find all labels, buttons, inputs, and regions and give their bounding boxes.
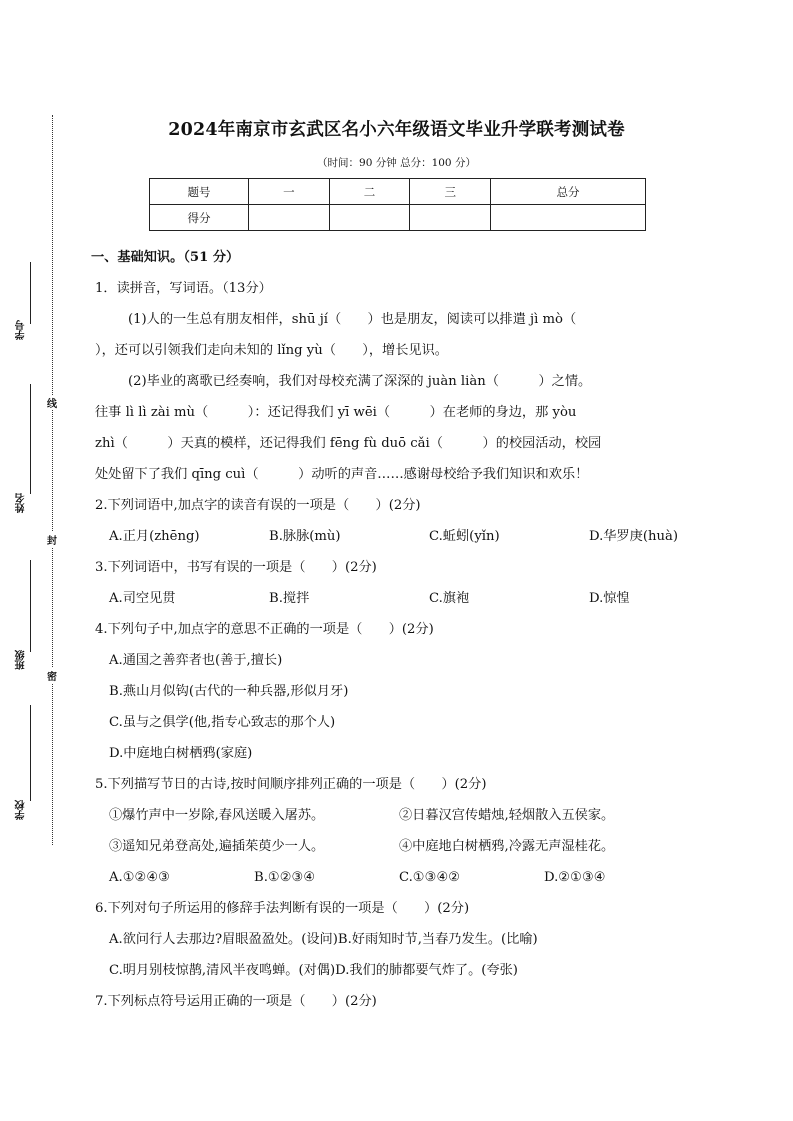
name-fill-line[interactable]	[30, 384, 31, 494]
name-label: 姓名	[16, 493, 27, 513]
student-id-fill-line[interactable]	[30, 262, 31, 324]
option-c[interactable]: C.①③④②	[399, 870, 461, 885]
binding-word-mi: 密	[46, 668, 58, 683]
question-6: 6.下列对句子所运用的修辞手法判断有误的一项是（ ）(2分)	[95, 901, 470, 916]
question-2: 2.下列词语中,加点字的读音有误的一项是（ ）(2分)	[95, 498, 421, 513]
binding-word-feng: 封	[46, 532, 58, 547]
question-5-poems-row-2	[95, 831, 705, 862]
score-header-cell: 总分	[491, 179, 646, 205]
binding-word-xian: 线	[46, 395, 58, 410]
option-a[interactable]: A.正月(zhēng)	[109, 529, 200, 544]
question-7: 7.下列标点符号运用正确的一项是（ ）(2分)	[95, 994, 377, 1009]
exam-title: 2024年南京市玄武区名小六年级语文毕业升学联考测试卷	[168, 120, 625, 140]
option-d[interactable]: D.惊惶	[589, 591, 630, 606]
question-5-poems-row-1	[95, 800, 705, 831]
question-6-options-row-1	[95, 924, 705, 955]
school-fill-line[interactable]	[30, 705, 31, 801]
binding-dotted-line	[52, 115, 53, 845]
option-d[interactable]: D.②①③④	[544, 870, 606, 885]
class-label: 班级	[16, 650, 27, 670]
option-d[interactable]: D.我们的肺都要气炸了。(夸张)	[335, 963, 518, 978]
class-fill-line[interactable]	[30, 560, 31, 652]
score-cell[interactable]	[329, 205, 410, 231]
score-table-value-row	[150, 205, 646, 231]
option-c[interactable]: C.旗袍	[429, 591, 470, 606]
question-6-options-row-2	[95, 955, 705, 986]
section-heading: 一、基础知识。（51 分）	[91, 250, 240, 265]
score-row-label: 得分	[150, 205, 249, 231]
question-1-part-1-cont: ），还可以引领我们走向未知的 lǐng yù（ ），增长见识。	[95, 343, 448, 358]
option-a[interactable]: A.欲问行人去那边?眉眼盈盈处。(设问)	[109, 932, 338, 947]
poem-2: ②日暮汉宫传蜡烛,轻烟散入五侯家。	[399, 808, 615, 823]
question-1-part-2-cont: 处处留下了我们 qīng cuì（ ）动听的声音……感谢母校给予我们知识和欢乐！	[95, 467, 589, 482]
option-a[interactable]: A.通国之善弈者也(善于,擅长)	[109, 653, 283, 668]
option-c[interactable]: C.蚯蚓(yǐn)	[429, 529, 500, 544]
question-3: 3.下列词语中，书写有误的一项是（ ）(2分)	[95, 560, 377, 575]
option-a[interactable]: A.司空见贯	[109, 591, 176, 606]
option-b[interactable]: B.燕山月似钩(古代的一种兵器,形似月牙)	[109, 684, 349, 699]
option-c[interactable]: C.明月别枝惊鹊,清风半夜鸣蝉。(对偶)	[109, 963, 336, 978]
question-1-part-2-cont: 往事 lì lì zài mù（ ）：还记得我们 yī wēi（ ）在老师的身边，那 yòu	[95, 405, 577, 420]
option-b[interactable]: B.搅拌	[269, 591, 310, 606]
question-3-options	[95, 583, 705, 614]
exam-content	[91, 242, 705, 1017]
question-4: 4.下列句子中,加点字的意思不正确的一项是（ ）(2分)	[95, 622, 434, 637]
option-d[interactable]: D.中庭地白树栖鸦(家庭)	[109, 746, 253, 761]
student-id-label: 学号	[16, 320, 27, 340]
option-d[interactable]: D.华罗庚(huà)	[589, 529, 678, 544]
option-b[interactable]: B.好雨知时节,当春乃发生。(比喻)	[337, 932, 538, 947]
question-1: 1．读拼音，写词语。（13分）	[95, 281, 272, 296]
score-header-cell: 题号	[150, 179, 249, 205]
score-cell[interactable]	[249, 205, 330, 231]
score-table	[149, 178, 646, 231]
score-header-cell: 三	[410, 179, 491, 205]
score-table-header-row	[150, 179, 646, 205]
score-cell[interactable]	[491, 205, 646, 231]
school-label: 学校	[16, 800, 27, 820]
score-cell[interactable]	[410, 205, 491, 231]
option-b[interactable]: B.①②③④	[254, 870, 316, 885]
option-c[interactable]: C.虽与之俱学(他,指专心致志的那个人)	[109, 715, 336, 730]
score-header-cell: 二	[329, 179, 410, 205]
question-1-part-2-cont: zhì（ ）天真的模样，还记得我们 fēng fù duō cǎi（ ）的校园活动，校园	[95, 436, 602, 451]
poem-4: ④中庭地白树栖鸦,冷露无声湿桂花。	[399, 839, 615, 854]
option-a[interactable]: A.①②④③	[109, 870, 171, 885]
question-5-options	[95, 862, 705, 893]
option-b[interactable]: B.脉脉(mù)	[269, 529, 341, 544]
question-1-part-1: (1)人的一生总有朋友相伴，shū jí（ ）也是朋友，阅读可以排遣 jì mò（	[128, 312, 577, 327]
question-5: 5.下列描写节日的古诗,按时间顺序排列正确的一项是（ ）(2分)	[95, 777, 487, 792]
exam-subtitle: （时间：90 分钟 总分：100 分）	[317, 157, 476, 169]
score-header-cell: 一	[249, 179, 330, 205]
question-2-options	[95, 521, 705, 552]
poem-3: ③遥知兄弟登高处,遍插茱萸少一人。	[109, 839, 325, 854]
poem-1: ①爆竹声中一岁除,春风送暖入屠苏。	[109, 808, 325, 823]
question-1-part-2: (2)毕业的离歌已经奏响，我们对母校充满了深深的 juàn liàn（ ）之情。	[128, 374, 592, 389]
